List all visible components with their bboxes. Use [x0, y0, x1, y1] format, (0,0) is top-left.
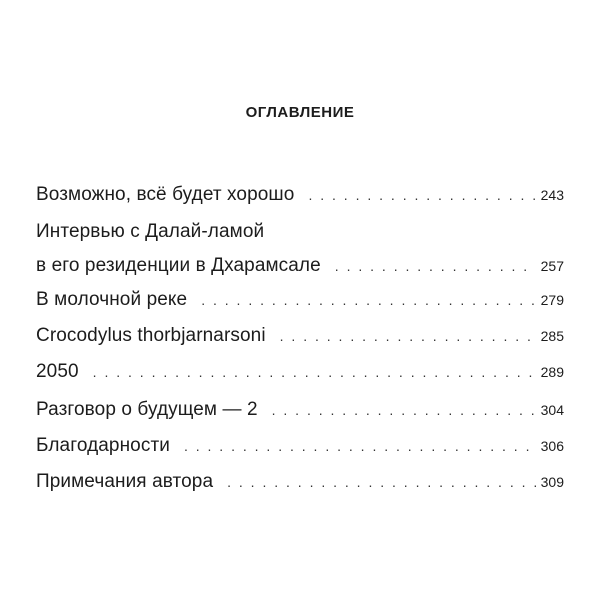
toc-entry-page: 306: [540, 438, 564, 454]
toc-entry-page: 289: [540, 364, 564, 380]
toc-entry-title-line2: в его резиденции в Дхарамсале: [36, 255, 321, 276]
toc-entry-page: 309: [540, 474, 564, 490]
dot-leader: [294, 178, 536, 212]
toc-entry[interactable]: [36, 429, 564, 463]
toc-entry[interactable]: [36, 319, 564, 353]
dot-leader: [213, 465, 536, 499]
dot-leader: [170, 429, 536, 463]
toc-entry-title: 2050: [36, 361, 79, 382]
toc-entry[interactable]: [36, 393, 564, 427]
toc-entry-title: Возможно, всё будет хорошо: [36, 184, 295, 205]
toc-entry-title-line1: Интервью с Далай-ламой: [36, 221, 265, 242]
toc-entry-title: Благодарности: [36, 435, 170, 456]
toc-entry[interactable]: [36, 355, 564, 389]
dot-leader: [79, 355, 536, 389]
dot-leader: [266, 319, 536, 353]
toc-entry-page: 279: [540, 292, 564, 308]
toc-entry-page: 285: [540, 328, 564, 344]
toc-entry-page: 243: [540, 187, 564, 203]
toc-entry[interactable]: [36, 178, 564, 212]
toc-entry[interactable]: [36, 283, 564, 317]
toc-entry[interactable]: [36, 465, 564, 499]
toc-entry-title: Crocodylus thorbjarnarsoni: [36, 325, 266, 346]
toc-heading: ОГЛАВЛЕНИЕ: [245, 104, 355, 121]
toc-entry-page: 304: [540, 402, 564, 418]
toc-entry-title: Примечания автора: [36, 471, 214, 492]
dot-leader: [258, 393, 536, 427]
dot-leader: [321, 249, 536, 283]
toc-entry-title: Разговор о будущем — 2: [36, 399, 258, 420]
dot-leader: [187, 283, 536, 317]
toc-entry-page: 257: [540, 258, 564, 274]
toc-entry[interactable]: [36, 215, 564, 283]
toc-entry-title: В молочной реке: [36, 289, 188, 310]
